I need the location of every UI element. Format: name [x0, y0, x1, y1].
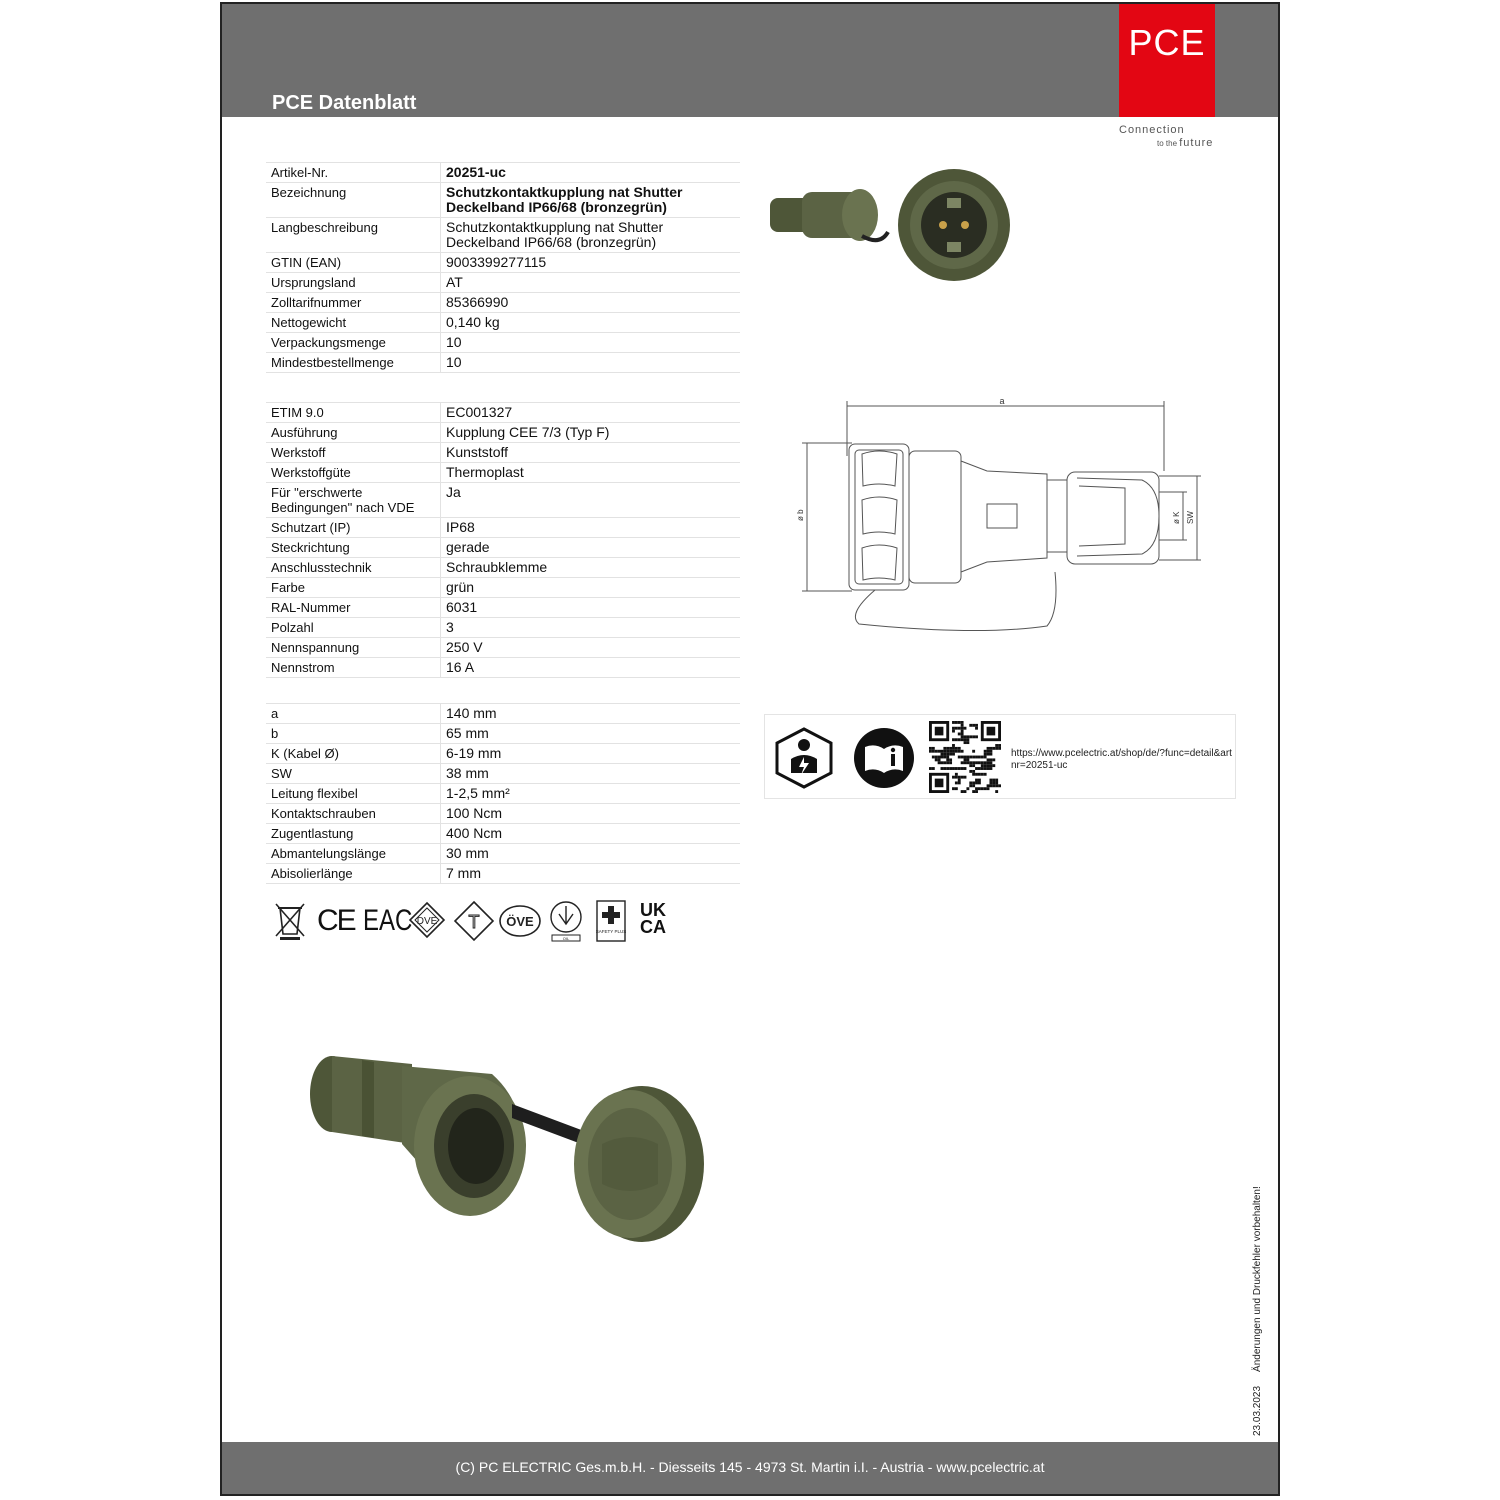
etim-table [266, 402, 740, 678]
table-row [266, 403, 740, 423]
row-label: ETIM 9.0 [266, 403, 441, 423]
row-label: Abmantelungslänge [266, 844, 441, 864]
row-value: 30 mm [441, 844, 741, 864]
row-label: SW [266, 764, 441, 784]
table-row [266, 744, 740, 764]
table-row [266, 764, 740, 784]
table-row [266, 558, 740, 578]
safety-plus-icon [596, 900, 626, 942]
table-row [266, 463, 740, 483]
row-value: 6031 [441, 598, 741, 618]
row-value: 100 Ncm [441, 804, 741, 824]
table-row [266, 253, 740, 273]
row-label: Verpackungsmenge [266, 333, 441, 353]
table-row [266, 784, 740, 804]
row-value: 10 [441, 333, 741, 353]
table-row [266, 724, 740, 744]
dim-k-label: ø K [1172, 511, 1181, 524]
table-row [266, 824, 740, 844]
qr-code-icon [929, 721, 1001, 793]
row-value: 20251-uc [441, 163, 741, 183]
side-note: 23.03.2023Änderungen und Druckfehler vorbehalten! [1252, 1186, 1263, 1436]
row-label: a [266, 704, 441, 724]
row-label: b [266, 724, 441, 744]
row-value: Ja [441, 483, 741, 518]
row-label: Langbeschreibung [266, 218, 441, 253]
certification-marks [272, 900, 712, 942]
table-row [266, 704, 740, 724]
vde-mark-icon [407, 900, 447, 940]
row-label: Leitung flexibel [266, 784, 441, 804]
table-row [266, 353, 740, 373]
table-row [266, 598, 740, 618]
tagline-connection: Connection [1119, 124, 1185, 136]
technical-drawing [797, 396, 1207, 636]
svg-text:SAFETY PLUS: SAFETY PLUS [595, 929, 627, 934]
row-label: RAL-Nummer [266, 598, 441, 618]
row-label: Nennstrom [266, 658, 441, 678]
row-label: GTIN (EAN) [266, 253, 441, 273]
svg-text:DVE: DVE [416, 916, 438, 927]
row-value: 1-2,5 mm² [441, 784, 741, 804]
row-label: Ausführung [266, 423, 441, 443]
row-label: Abisolierlänge [266, 864, 441, 884]
page-title: PCE Datenblatt [272, 92, 417, 114]
dim-a-label: a [999, 396, 1005, 406]
tagline-future: to the future [1157, 137, 1214, 149]
row-value: 9003399277115 [441, 253, 741, 273]
row-label: Zolltarifnummer [266, 293, 441, 313]
row-value: 0,140 kg [441, 313, 741, 333]
product-thumbnail [762, 164, 1022, 286]
row-label: Anschlusstechnik [266, 558, 441, 578]
table-row [266, 483, 740, 518]
row-value: Schutzkontaktkupplung nat Shutter Deckelband IP66/68 (bronzegrün) [441, 218, 741, 253]
qr-panel [764, 714, 1236, 799]
logo-text: PCE [1128, 22, 1206, 63]
svg-text:ÖVE: ÖVE [506, 914, 534, 929]
weee-bin-icon [272, 900, 308, 940]
row-label: Nettogewicht [266, 313, 441, 333]
row-value: 400 Ncm [441, 824, 741, 844]
table-row [266, 518, 740, 538]
row-value: Thermoplast [441, 463, 741, 483]
table-row [266, 163, 740, 183]
table-row [266, 864, 740, 884]
coupler-front-view [898, 169, 1010, 281]
row-value: Schutzkontaktkupplung nat Shutter Deckelband IP66/68 (bronzegrün) [441, 183, 741, 218]
table-row [266, 638, 740, 658]
row-value: IP68 [441, 518, 741, 538]
t-mark-icon [453, 900, 495, 940]
row-value: 10 [441, 353, 741, 373]
read-manual-icon [853, 727, 915, 789]
row-label: Polzahl [266, 618, 441, 638]
row-label: Schutzart (IP) [266, 518, 441, 538]
row-value: 250 V [441, 638, 741, 658]
row-value: Kupplung CEE 7/3 (Typ F) [441, 423, 741, 443]
datasheet-page [220, 2, 1280, 1496]
row-label: K (Kabel Ø) [266, 744, 441, 764]
table-row [266, 443, 740, 463]
dimensions-table [266, 703, 740, 884]
dim-b-label: ø b [796, 509, 805, 521]
product-url[interactable]: https://www.pcelectric.at/shop/de/?func=detail&artnr=20251-uc [1011, 748, 1232, 771]
row-value: 140 mm [441, 704, 741, 724]
row-label: Nennspannung [266, 638, 441, 658]
dim-sw-label: SW [1186, 511, 1195, 524]
ukca-mark-icon: UK CA [640, 900, 666, 937]
row-label: Kontaktschrauben [266, 804, 441, 824]
coupler-body [310, 1056, 526, 1216]
row-value: 38 mm [441, 764, 741, 784]
table-row [266, 313, 740, 333]
footer-text: (C) PC ELECTRIC Ges.m.b.H. - Diesseits 145 - 4973 St. Martin i.I. - Austria - www.pcelectric.at [455, 1459, 1045, 1475]
table-row [266, 333, 740, 353]
row-value: AT [441, 273, 741, 293]
table-row [266, 273, 740, 293]
svg-text:T: T [468, 912, 480, 932]
table-row [266, 658, 740, 678]
table-row [266, 804, 740, 824]
table-row [266, 183, 740, 218]
row-label: Bezeichnung [266, 183, 441, 218]
pce-logo [1119, 4, 1215, 117]
row-value: Schraubklemme [441, 558, 741, 578]
row-value: 7 mm [441, 864, 741, 884]
svg-text:OIL: OIL [562, 936, 570, 941]
row-value: 3 [441, 618, 741, 638]
table-row [266, 218, 740, 253]
row-label: Werkstoffgüte [266, 463, 441, 483]
table-row [266, 578, 740, 598]
row-label: Ursprungsland [266, 273, 441, 293]
coupler-side-view [770, 189, 888, 241]
row-value: 16 A [441, 658, 741, 678]
row-value: 65 mm [441, 724, 741, 744]
row-label: Farbe [266, 578, 441, 598]
ove-mark-icon [498, 904, 542, 938]
row-label: Artikel-Nr. [266, 163, 441, 183]
qualified-electrician-icon [773, 727, 835, 789]
header-bar [222, 4, 1278, 117]
row-value: EC001327 [441, 403, 741, 423]
footer-bar [222, 1442, 1278, 1494]
product-photo [302, 1034, 712, 1254]
coupler-lid [574, 1086, 704, 1242]
row-value: 85366990 [441, 293, 741, 313]
row-value: gerade [441, 538, 741, 558]
table-row [266, 423, 740, 443]
eac-mark-icon: EAC [363, 904, 413, 937]
row-value: Kunststoff [441, 443, 741, 463]
row-label: Zugentlastung [266, 824, 441, 844]
table-row [266, 538, 740, 558]
ce-mark-icon: CE [317, 904, 355, 937]
row-label: Für "erschwerte Bedingungen" nach VDE [266, 483, 441, 518]
row-value: 6-19 mm [441, 744, 741, 764]
row-value: grün [441, 578, 741, 598]
article-table [266, 162, 740, 373]
oil-mark-icon [548, 900, 584, 942]
row-label: Steckrichtung [266, 538, 441, 558]
row-label: Werkstoff [266, 443, 441, 463]
table-row [266, 844, 740, 864]
table-row [266, 618, 740, 638]
row-label: Mindestbestellmenge [266, 353, 441, 373]
table-row [266, 293, 740, 313]
